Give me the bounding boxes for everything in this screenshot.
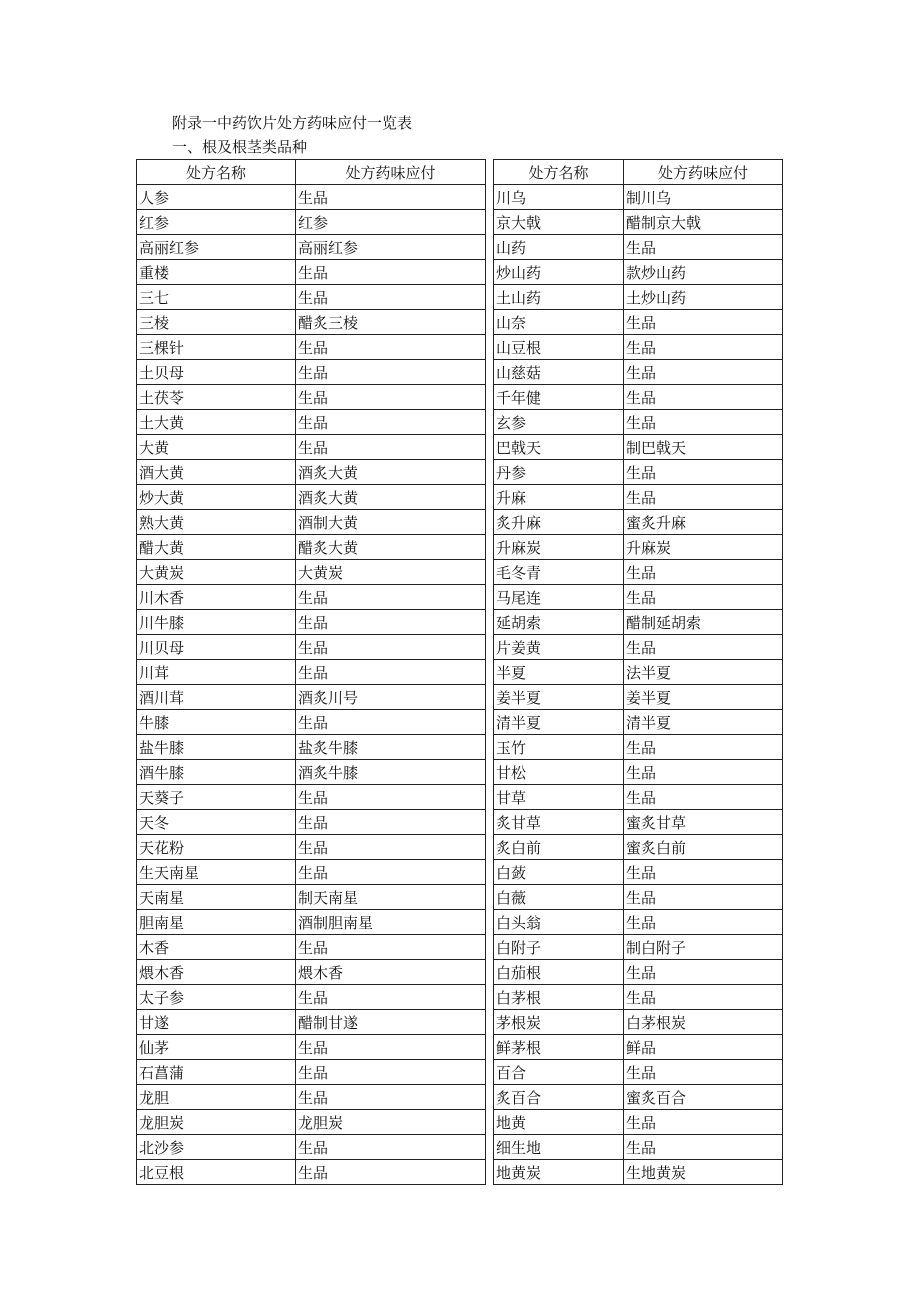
right-table-body xyxy=(494,185,783,1185)
table-row xyxy=(494,1085,783,1110)
table-row xyxy=(494,935,783,960)
table-row xyxy=(137,960,486,985)
table-row xyxy=(137,1010,486,1035)
prescription-name-cell: 丹参 xyxy=(494,460,624,485)
dispensing-cell: 土炒山药 xyxy=(624,285,783,310)
prescription-name-cell: 山奈 xyxy=(494,310,624,335)
table-row xyxy=(137,285,486,310)
prescription-name-cell: 重楼 xyxy=(137,260,296,285)
prescription-name-cell: 升麻炭 xyxy=(494,535,624,560)
table-row xyxy=(494,610,783,635)
table-row xyxy=(494,960,783,985)
left-prescription-table xyxy=(136,159,486,1185)
dispensing-cell: 酒制大黄 xyxy=(296,510,486,535)
table-row xyxy=(494,285,783,310)
table-row xyxy=(137,985,486,1010)
dispensing-cell: 生品 xyxy=(624,785,783,810)
table-row xyxy=(494,835,783,860)
dispensing-cell: 生品 xyxy=(296,585,486,610)
table-row xyxy=(137,810,486,835)
dispensing-cell: 生品 xyxy=(624,960,783,985)
dispensing-cell: 生品 xyxy=(296,185,486,210)
table-row xyxy=(494,385,783,410)
prescription-name-cell: 延胡索 xyxy=(494,610,624,635)
prescription-name-cell: 巴戟天 xyxy=(494,435,624,460)
prescription-name-cell: 川贝母 xyxy=(137,635,296,660)
dispensing-cell: 制天南星 xyxy=(296,885,486,910)
dispensing-cell: 制川乌 xyxy=(624,185,783,210)
header-prescription-name: 处方名称 xyxy=(494,160,624,185)
dispensing-cell: 生品 xyxy=(624,410,783,435)
prescription-name-cell: 天葵子 xyxy=(137,785,296,810)
prescription-name-cell: 姜半夏 xyxy=(494,685,624,710)
table-row xyxy=(137,510,486,535)
table-row xyxy=(137,685,486,710)
header-dispensing: 处方药味应付 xyxy=(296,160,486,185)
table-row xyxy=(494,210,783,235)
dispensing-cell: 生品 xyxy=(624,1110,783,1135)
prescription-name-cell: 太子参 xyxy=(137,985,296,1010)
prescription-name-cell: 茅根炭 xyxy=(494,1010,624,1035)
dispensing-cell: 生品 xyxy=(624,485,783,510)
dispensing-cell: 生品 xyxy=(296,385,486,410)
table-row xyxy=(494,535,783,560)
table-row xyxy=(137,235,486,260)
table-row xyxy=(494,310,783,335)
prescription-name-cell: 生天南星 xyxy=(137,860,296,885)
prescription-name-cell: 白茄根 xyxy=(494,960,624,985)
dispensing-cell: 姜半夏 xyxy=(624,685,783,710)
prescription-name-cell: 千年健 xyxy=(494,385,624,410)
table-row xyxy=(137,1110,486,1135)
left-table-body xyxy=(137,185,486,1185)
dispensing-cell: 酒制胆南星 xyxy=(296,910,486,935)
prescription-name-cell: 白薇 xyxy=(494,885,624,910)
prescription-name-cell: 白蔹 xyxy=(494,860,624,885)
right-prescription-table xyxy=(493,159,783,1185)
prescription-name-cell: 甘松 xyxy=(494,760,624,785)
table-row xyxy=(494,885,783,910)
table-row xyxy=(137,260,486,285)
prescription-name-cell: 大黄 xyxy=(137,435,296,460)
prescription-name-cell: 升麻 xyxy=(494,485,624,510)
dispensing-cell: 醋制京大戟 xyxy=(624,210,783,235)
dispensing-cell: 大黄炭 xyxy=(296,560,486,585)
dispensing-cell: 酒炙大黄 xyxy=(296,485,486,510)
prescription-name-cell: 高丽红参 xyxy=(137,235,296,260)
table-row xyxy=(137,860,486,885)
table-row xyxy=(494,1060,783,1085)
table-row xyxy=(494,860,783,885)
table-row xyxy=(137,435,486,460)
dispensing-cell: 生品 xyxy=(624,360,783,385)
dispensing-cell: 生品 xyxy=(296,1035,486,1060)
dispensing-cell: 鲜品 xyxy=(624,1035,783,1060)
dispensing-cell: 生品 xyxy=(296,410,486,435)
dispensing-cell: 法半夏 xyxy=(624,660,783,685)
prescription-name-cell: 白茅根 xyxy=(494,985,624,1010)
prescription-name-cell: 木香 xyxy=(137,935,296,960)
table-row xyxy=(494,460,783,485)
table-row xyxy=(137,1060,486,1085)
prescription-name-cell: 北沙参 xyxy=(137,1135,296,1160)
dispensing-cell: 高丽红参 xyxy=(296,235,486,260)
prescription-name-cell: 土茯苓 xyxy=(137,385,296,410)
table-row xyxy=(494,510,783,535)
dispensing-cell: 生品 xyxy=(296,335,486,360)
prescription-name-cell: 盐牛膝 xyxy=(137,735,296,760)
prescription-name-cell: 北豆根 xyxy=(137,1160,296,1185)
table-row xyxy=(137,660,486,685)
header-prescription-name: 处方名称 xyxy=(137,160,296,185)
dispensing-cell: 生品 xyxy=(296,660,486,685)
table-header-row xyxy=(494,160,783,185)
dispensing-cell: 生品 xyxy=(296,635,486,660)
prescription-name-cell: 炙百合 xyxy=(494,1085,624,1110)
dispensing-cell: 生品 xyxy=(624,885,783,910)
dispensing-cell: 生品 xyxy=(296,935,486,960)
prescription-name-cell: 地黄 xyxy=(494,1110,624,1135)
prescription-name-cell: 土山药 xyxy=(494,285,624,310)
dispensing-cell: 酒炙牛膝 xyxy=(296,760,486,785)
dispensing-cell: 蜜炙百合 xyxy=(624,1085,783,1110)
table-row xyxy=(137,335,486,360)
prescription-name-cell: 炙白前 xyxy=(494,835,624,860)
table-row xyxy=(494,660,783,685)
prescription-name-cell: 山豆根 xyxy=(494,335,624,360)
prescription-name-cell: 玄参 xyxy=(494,410,624,435)
prescription-name-cell: 百合 xyxy=(494,1060,624,1085)
prescription-name-cell: 川牛膝 xyxy=(137,610,296,635)
prescription-name-cell: 细生地 xyxy=(494,1135,624,1160)
dispensing-cell: 生品 xyxy=(624,910,783,935)
dispensing-cell: 生品 xyxy=(624,1060,783,1085)
prescription-name-cell: 炒大黄 xyxy=(137,485,296,510)
prescription-name-cell: 马尾连 xyxy=(494,585,624,610)
dispensing-cell: 生品 xyxy=(296,985,486,1010)
dispensing-cell: 生品 xyxy=(624,335,783,360)
table-row xyxy=(137,635,486,660)
table-row xyxy=(137,535,486,560)
prescription-name-cell: 天南星 xyxy=(137,885,296,910)
header-dispensing: 处方药味应付 xyxy=(624,160,783,185)
dispensing-cell: 生品 xyxy=(624,560,783,585)
dispensing-cell: 醋制延胡索 xyxy=(624,610,783,635)
table-header-row xyxy=(137,160,486,185)
table-row xyxy=(494,785,783,810)
dispensing-cell: 生品 xyxy=(296,1060,486,1085)
table-row xyxy=(137,560,486,585)
table-row xyxy=(137,735,486,760)
prescription-name-cell: 炙升麻 xyxy=(494,510,624,535)
table-row xyxy=(137,885,486,910)
prescription-name-cell: 酒大黄 xyxy=(137,460,296,485)
table-row xyxy=(494,335,783,360)
prescription-name-cell: 清半夏 xyxy=(494,710,624,735)
dispensing-cell: 生品 xyxy=(296,1160,486,1185)
dispensing-cell: 生品 xyxy=(296,785,486,810)
table-row xyxy=(137,610,486,635)
prescription-name-cell: 牛膝 xyxy=(137,710,296,735)
table-row xyxy=(137,585,486,610)
dispensing-cell: 蜜炙升麻 xyxy=(624,510,783,535)
prescription-name-cell: 地黄炭 xyxy=(494,1160,624,1185)
dispensing-cell: 生品 xyxy=(624,985,783,1010)
table-row xyxy=(494,635,783,660)
table-row xyxy=(494,910,783,935)
dispensing-cell: 生品 xyxy=(296,710,486,735)
prescription-name-cell: 片姜黄 xyxy=(494,635,624,660)
prescription-name-cell: 天冬 xyxy=(137,810,296,835)
prescription-name-cell: 红参 xyxy=(137,210,296,235)
table-row xyxy=(137,935,486,960)
table-row xyxy=(494,735,783,760)
table-row xyxy=(137,785,486,810)
table-row xyxy=(137,210,486,235)
table-row xyxy=(137,1035,486,1060)
table-row xyxy=(494,685,783,710)
prescription-name-cell: 甘遂 xyxy=(137,1010,296,1035)
dispensing-cell: 红参 xyxy=(296,210,486,235)
table-row xyxy=(137,385,486,410)
prescription-name-cell: 山慈菇 xyxy=(494,360,624,385)
dispensing-cell: 蜜炙白前 xyxy=(624,835,783,860)
dispensing-cell: 盐炙牛膝 xyxy=(296,735,486,760)
prescription-name-cell: 煨木香 xyxy=(137,960,296,985)
dispensing-cell: 生品 xyxy=(296,810,486,835)
prescription-name-cell: 天花粉 xyxy=(137,835,296,860)
dispensing-cell: 酒炙大黄 xyxy=(296,460,486,485)
table-row xyxy=(494,410,783,435)
table-row xyxy=(137,485,486,510)
section-heading: 一、根及根茎类品种 xyxy=(172,138,308,156)
prescription-name-cell: 鲜茅根 xyxy=(494,1035,624,1060)
dispensing-cell: 生品 xyxy=(296,1085,486,1110)
dispensing-cell: 酒炙川号 xyxy=(296,685,486,710)
prescription-name-cell: 玉竹 xyxy=(494,735,624,760)
table-row xyxy=(494,485,783,510)
dispensing-cell: 生品 xyxy=(296,360,486,385)
table-row xyxy=(137,460,486,485)
table-row xyxy=(494,1135,783,1160)
dispensing-cell: 生品 xyxy=(296,260,486,285)
dispensing-cell: 醋制甘遂 xyxy=(296,1010,486,1035)
prescription-name-cell: 三七 xyxy=(137,285,296,310)
dispensing-cell: 生品 xyxy=(624,235,783,260)
dispensing-cell: 生品 xyxy=(296,610,486,635)
dispensing-cell: 生品 xyxy=(624,760,783,785)
dispensing-cell: 生品 xyxy=(296,435,486,460)
dispensing-cell: 生品 xyxy=(296,835,486,860)
table-row xyxy=(137,760,486,785)
dispensing-cell: 醋炙三棱 xyxy=(296,310,486,335)
prescription-name-cell: 炒山药 xyxy=(494,260,624,285)
prescription-name-cell: 川木香 xyxy=(137,585,296,610)
prescription-name-cell: 龙胆 xyxy=(137,1085,296,1110)
prescription-name-cell: 三棱 xyxy=(137,310,296,335)
table-row xyxy=(494,810,783,835)
dispensing-cell: 醋炙大黄 xyxy=(296,535,486,560)
prescription-name-cell: 龙胆炭 xyxy=(137,1110,296,1135)
table-row xyxy=(494,710,783,735)
table-row xyxy=(494,760,783,785)
prescription-name-cell: 毛冬青 xyxy=(494,560,624,585)
prescription-name-cell: 白头翁 xyxy=(494,910,624,935)
prescription-name-cell: 京大戟 xyxy=(494,210,624,235)
table-row xyxy=(137,1135,486,1160)
dispensing-cell: 清半夏 xyxy=(624,710,783,735)
prescription-name-cell: 仙茅 xyxy=(137,1035,296,1060)
table-row xyxy=(137,185,486,210)
table-row xyxy=(494,360,783,385)
table-row xyxy=(137,1085,486,1110)
dispensing-cell: 制巴戟天 xyxy=(624,435,783,460)
dispensing-cell: 生品 xyxy=(624,585,783,610)
dispensing-cell: 生品 xyxy=(624,860,783,885)
table-row xyxy=(494,260,783,285)
dispensing-cell: 蜜炙甘草 xyxy=(624,810,783,835)
prescription-name-cell: 川茸 xyxy=(137,660,296,685)
table-row xyxy=(494,1010,783,1035)
table-row xyxy=(494,185,783,210)
document-title: 附录一中药饮片处方药味应付一览表 xyxy=(172,114,413,132)
prescription-name-cell: 石菖蒲 xyxy=(137,1060,296,1085)
dispensing-cell: 生品 xyxy=(296,1135,486,1160)
table-row xyxy=(494,585,783,610)
dispensing-cell: 生品 xyxy=(624,1135,783,1160)
prescription-name-cell: 白附子 xyxy=(494,935,624,960)
dispensing-cell: 款炒山药 xyxy=(624,260,783,285)
table-row xyxy=(137,410,486,435)
prescription-name-cell: 甘草 xyxy=(494,785,624,810)
table-row xyxy=(137,310,486,335)
prescription-name-cell: 酒川茸 xyxy=(137,685,296,710)
dispensing-cell: 升麻炭 xyxy=(624,535,783,560)
dispensing-cell: 生品 xyxy=(624,310,783,335)
table-row xyxy=(494,1110,783,1135)
prescription-name-cell: 半夏 xyxy=(494,660,624,685)
table-row xyxy=(494,235,783,260)
dispensing-cell: 制白附子 xyxy=(624,935,783,960)
prescription-name-cell: 炙甘草 xyxy=(494,810,624,835)
prescription-name-cell: 土大黄 xyxy=(137,410,296,435)
prescription-name-cell: 胆南星 xyxy=(137,910,296,935)
dispensing-cell: 煨木香 xyxy=(296,960,486,985)
table-row xyxy=(137,835,486,860)
prescription-name-cell: 山药 xyxy=(494,235,624,260)
dispensing-cell: 生品 xyxy=(296,285,486,310)
table-row xyxy=(137,360,486,385)
dispensing-cell: 生品 xyxy=(296,860,486,885)
table-row xyxy=(494,985,783,1010)
prescription-name-cell: 大黄炭 xyxy=(137,560,296,585)
prescription-name-cell: 川乌 xyxy=(494,185,624,210)
dispensing-cell: 龙胆炭 xyxy=(296,1110,486,1135)
table-row xyxy=(137,1160,486,1185)
dispensing-cell: 生地黄炭 xyxy=(624,1160,783,1185)
table-row xyxy=(494,560,783,585)
table-row xyxy=(494,1035,783,1060)
prescription-name-cell: 熟大黄 xyxy=(137,510,296,535)
table-row xyxy=(494,435,783,460)
dispensing-cell: 生品 xyxy=(624,735,783,760)
prescription-name-cell: 人参 xyxy=(137,185,296,210)
dispensing-cell: 生品 xyxy=(624,385,783,410)
prescription-name-cell: 醋大黄 xyxy=(137,535,296,560)
table-row xyxy=(494,1160,783,1185)
table-row xyxy=(137,710,486,735)
dispensing-cell: 白茅根炭 xyxy=(624,1010,783,1035)
prescription-name-cell: 土贝母 xyxy=(137,360,296,385)
table-row xyxy=(137,910,486,935)
dispensing-cell: 生品 xyxy=(624,460,783,485)
prescription-name-cell: 酒牛膝 xyxy=(137,760,296,785)
prescription-name-cell: 三棵针 xyxy=(137,335,296,360)
dispensing-cell: 生品 xyxy=(624,635,783,660)
